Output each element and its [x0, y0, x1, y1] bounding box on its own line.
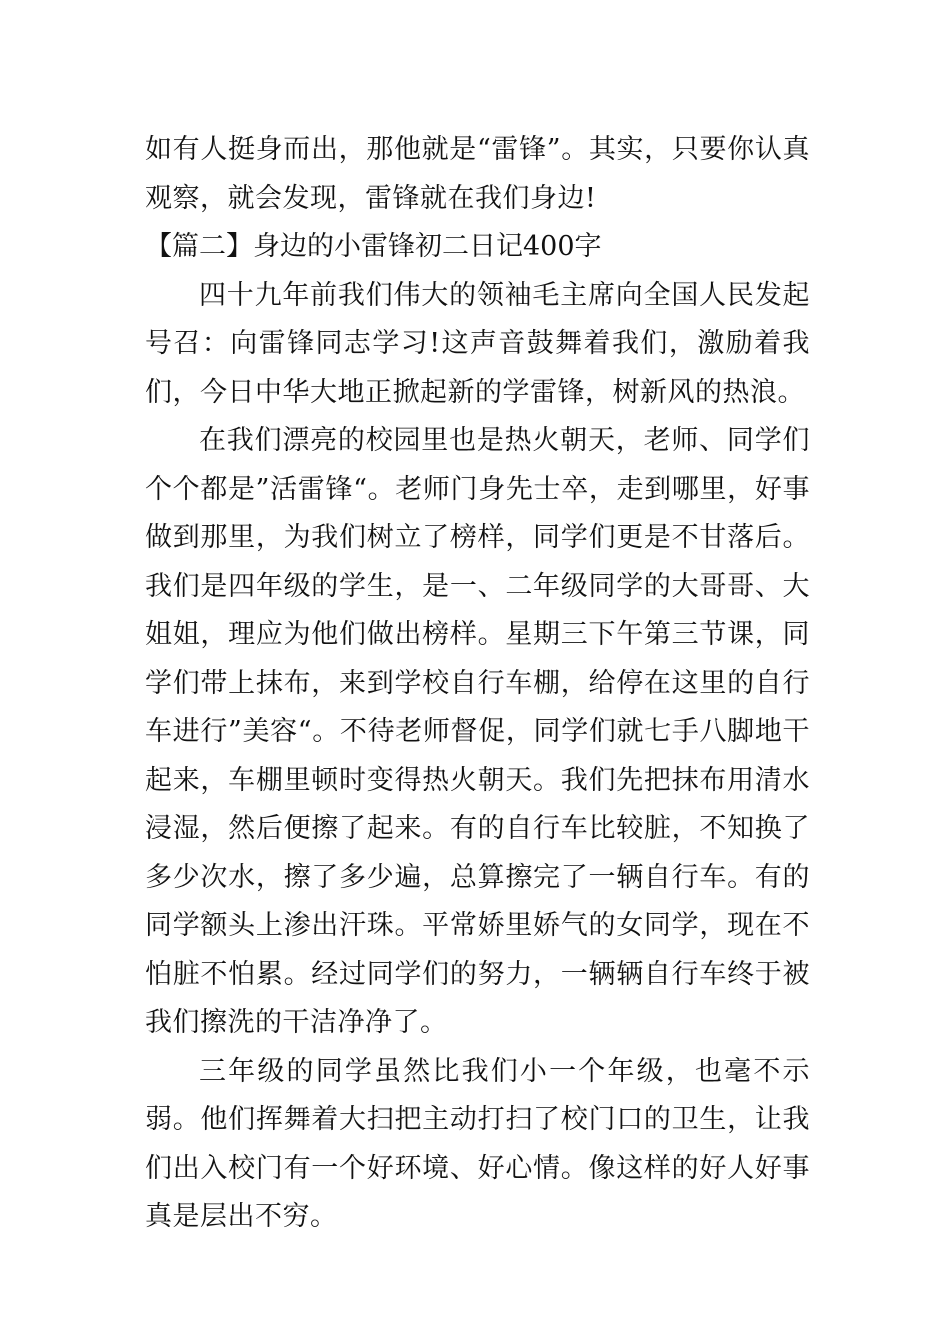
paragraph: 在我们漂亮的校园里也是热火朝天，老师、同学们个个都是”活雷锋“。老师门身先士卒，走到哪里，好事做到那里，为我们树立了榜样，同学们更是不甘落后。我们是四年级的学生，是一、二年级同学的大哥哥、大姐姐，理应为他们做出榜样。星期三下午第三节课，同学们带上抹布，来到学校自行车棚，给停在这里的自行车进行”美容“。不待老师督促，同学们就七手八脚地干起来，车棚里顿时变得热火朝天。我们先把抹布用清水浸湿，然后便擦了起来。有的自行车比较脏，不知换了多少次水，擦了多少遍，总算擦完了一辆自行车。有的同学额头上渗出汗珠。平常娇里娇气的女同学，现在不怕脏不怕累。经过同学们的努力，一辆辆自行车终于被我们擦洗的干洁净净了。: [145, 425, 810, 1038]
section-heading: 【篇二】身边的小雷锋初二日记400字: [145, 231, 602, 262]
paragraph-continuation: 如有人挺身而出，那他就是“雷锋”。其实，只要你认真观察，就会发现，雷锋就在我们身边!: [145, 134, 810, 214]
paragraph: 三年级的同学虽然比我们小一个年级，也毫不示弱。他们挥舞着大扫把主动打扫了校门口的卫生，让我们出入校门有一个好环境、好心情。像这样的好人好事真是层出不穷。: [145, 1055, 810, 1232]
document-body: [145, 126, 810, 1242]
paragraph: 四十九年前我们伟大的领袖毛主席向全国人民发起号召：向雷锋同志学习!这声音鼓舞着我们，激励着我们，今日中华大地正掀起新的学雷锋，树新风的热浪。: [145, 279, 810, 408]
